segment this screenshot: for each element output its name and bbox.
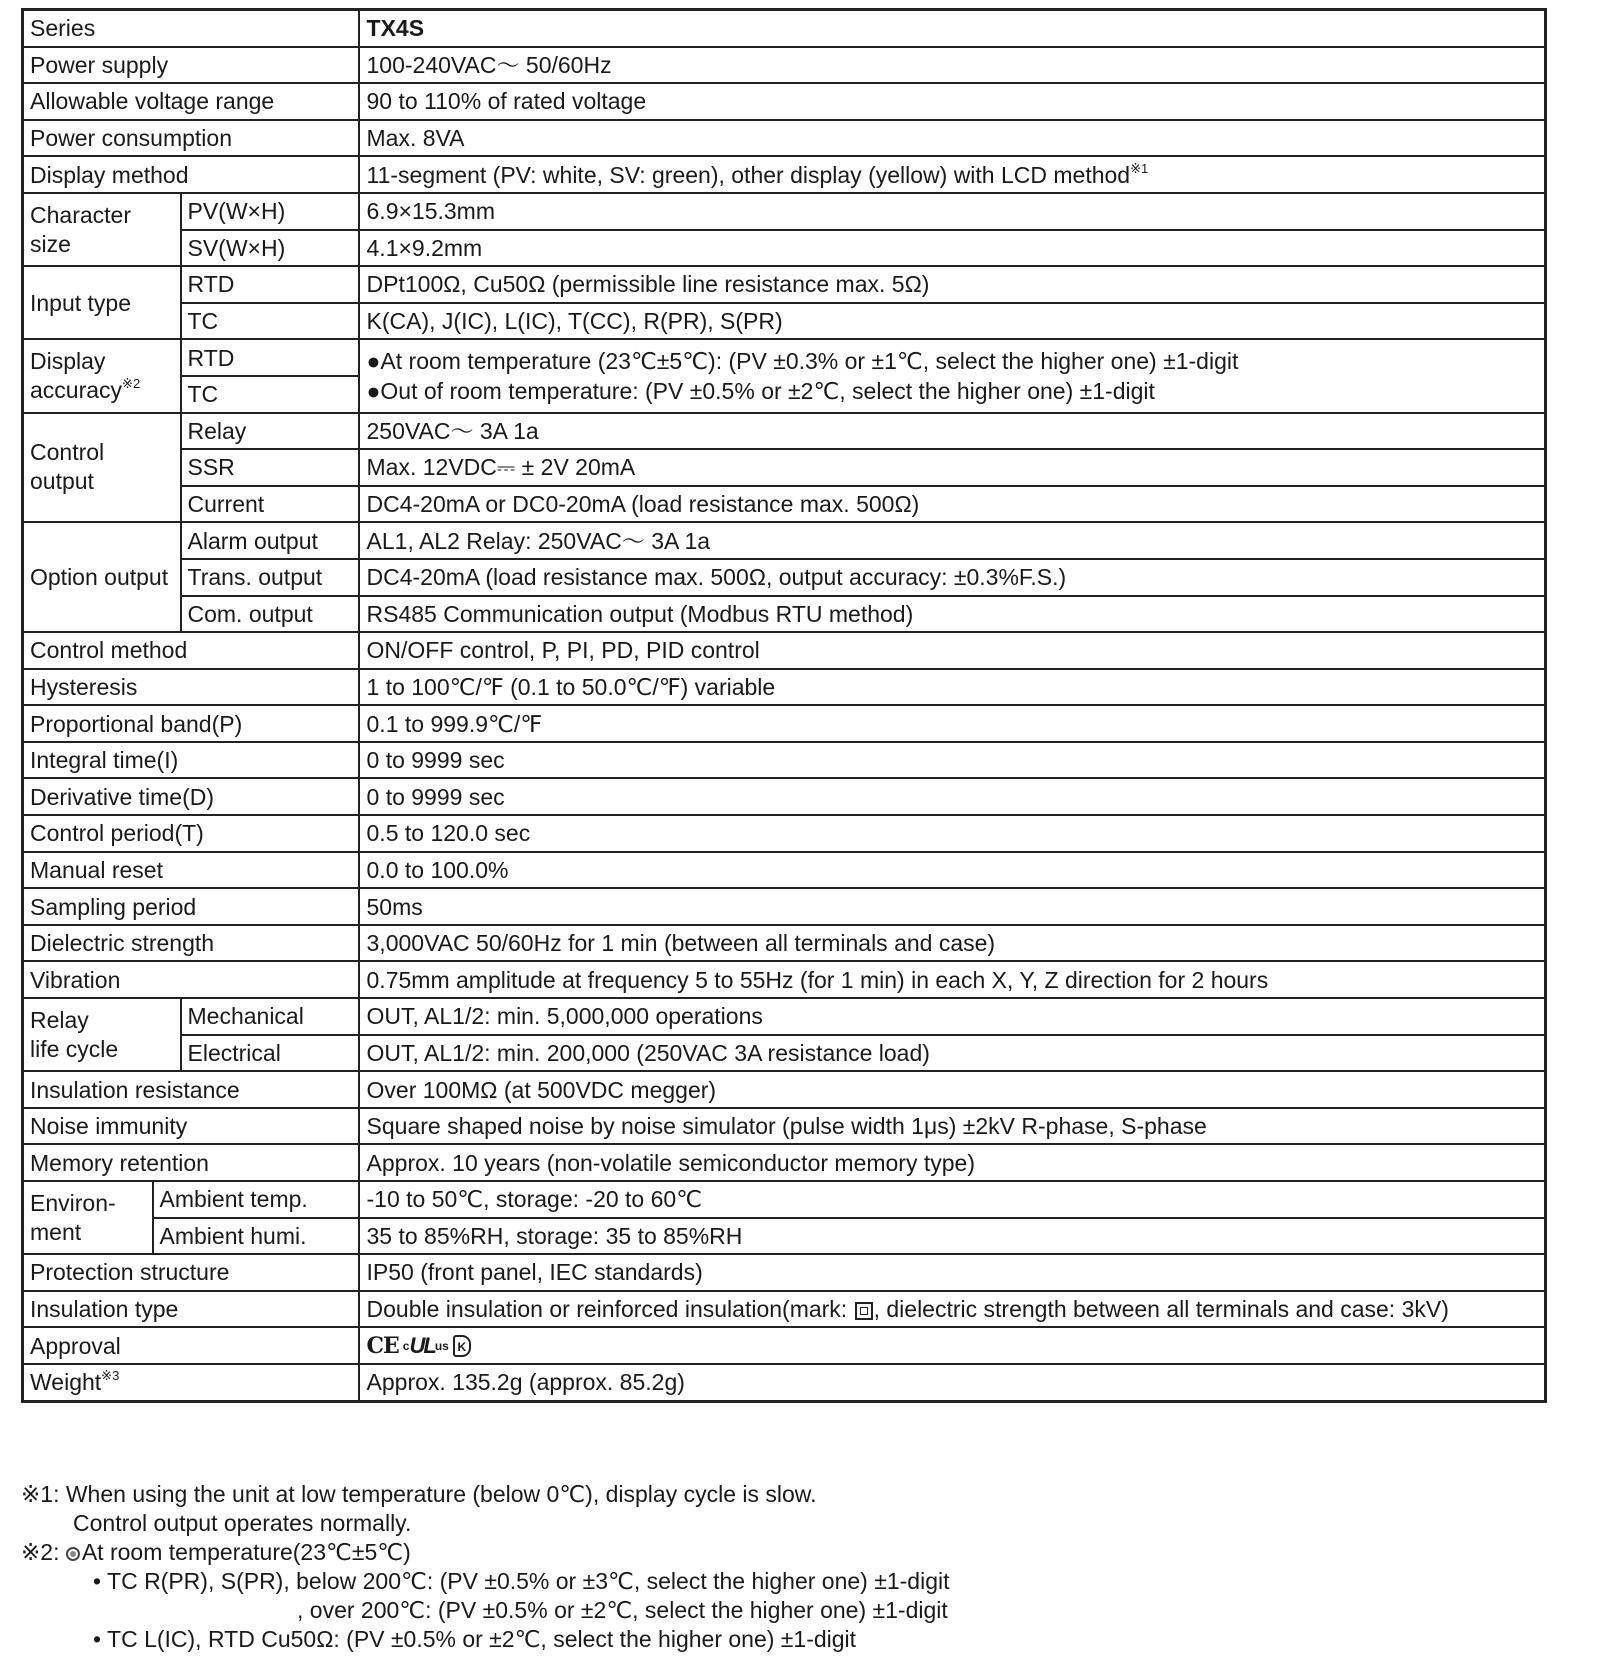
spec-table <box>21 8 1547 1403</box>
ssr-label: SSR <box>181 449 359 486</box>
display-method-value <box>359 156 1546 193</box>
control-output-label-line1: Control <box>30 439 105 466</box>
insulation-resistance-label: Insulation resistance <box>23 1071 359 1108</box>
character-size-label-line1: Character <box>30 201 131 228</box>
hysteresis-label: Hysteresis <box>23 669 359 706</box>
vibration-label: Vibration <box>23 961 359 998</box>
row-environment-humi <box>23 1218 1546 1255</box>
environment-label-line2: ment <box>30 1218 82 1245</box>
accuracy-out-of-room-temp: ●Out of room temperature: (PV ±0.5% or ±2℃, select the higher one) ±1-digit <box>366 377 1155 404</box>
pv-size-value: 6.9×15.3mm <box>359 193 1546 230</box>
footnotes <box>21 1480 1561 1654</box>
mechanical-label: Mechanical <box>181 998 359 1035</box>
accuracy-tc-label: TC <box>181 376 359 413</box>
display-method-text: 11-segment (PV: white, SV: green), other display (yellow) with LCD method <box>366 161 1131 188</box>
row-manual-reset <box>23 852 1546 889</box>
note-mark-3: ※3 <box>101 1368 120 1384</box>
row-insulation-resistance <box>23 1071 1546 1108</box>
electrical-label: Electrical <box>181 1035 359 1072</box>
input-rtd-value: DPt100Ω, Cu50Ω (permissible line resistance max. 5Ω) <box>359 266 1546 303</box>
derivative-time-label: Derivative time(D) <box>23 778 359 815</box>
note-mark-1: ※1 <box>1130 160 1149 176</box>
row-integral-time <box>23 742 1546 779</box>
control-period-label: Control period(T) <box>23 815 359 852</box>
relay-life-label <box>23 998 181 1071</box>
character-size-label-line2: size <box>30 230 71 257</box>
ul-prefix: c <box>402 1339 410 1354</box>
noise-immunity-value: Square shaped noise by noise simulator (pulse width 1μs) ±2kV R-phase, S-phase <box>359 1108 1546 1145</box>
option-output-label: Option output <box>23 522 181 632</box>
display-accuracy-label <box>23 339 181 412</box>
row-weight <box>23 1364 1546 1401</box>
sv-size-value: 4.1×9.2mm <box>359 230 1546 267</box>
alarm-output-label: Alarm output <box>181 522 359 559</box>
current-value: DC4-20mA or DC0-20mA (load resistance max. 500Ω) <box>359 486 1546 523</box>
control-output-label <box>23 413 181 523</box>
note-2-heading <box>21 1538 1561 1567</box>
row-control-period <box>23 815 1546 852</box>
display-method-label: Display method <box>23 156 359 193</box>
row-series <box>23 10 1546 47</box>
derivative-time-value: 0 to 9999 sec <box>359 778 1546 815</box>
row-character-size-pv <box>23 193 1546 230</box>
alarm-output-value: AL1, AL2 Relay: 250VAC～ 3A 1a <box>359 522 1546 559</box>
ambient-temp-value: -10 to 50℃, storage: -20 to 60℃ <box>359 1181 1546 1218</box>
double-insulation-icon <box>855 1302 873 1320</box>
input-type-label: Input type <box>23 266 181 339</box>
note-1-line-1: ※1: When using the unit at low temperature (below 0℃), display cycle is slow. <box>21 1481 817 1507</box>
relay-life-label-line2: life cycle <box>30 1035 119 1062</box>
row-approval <box>23 1327 1546 1364</box>
weight-label-text: Weight <box>30 1369 102 1396</box>
series-value: TX4S <box>359 10 1546 47</box>
dielectric-strength-value: 3,000VAC 50/60Hz for 1 min (between all terminals and case) <box>359 925 1546 962</box>
double-circle-icon <box>66 1547 80 1561</box>
sv-size-label: SV(W×H) <box>181 230 359 267</box>
ambient-humi-label: Ambient humi. <box>153 1218 359 1255</box>
power-supply-value: 100-240VAC～ 50/60Hz <box>359 47 1546 84</box>
row-derivative-time <box>23 778 1546 815</box>
row-input-rtd <box>23 266 1546 303</box>
ambient-temp-label: Ambient temp. <box>153 1181 359 1218</box>
control-method-value: ON/OFF control, P, PI, PD, PID control <box>359 632 1546 669</box>
insulation-type-text-before: Double insulation or reinforced insulation(mark: <box>366 1296 854 1323</box>
com-output-value: RS485 Communication output (Modbus RTU method) <box>359 596 1546 633</box>
ce-mark-icon: CE <box>366 1333 399 1360</box>
control-method-label: Control method <box>23 632 359 669</box>
manual-reset-label: Manual reset <box>23 852 359 889</box>
note-mark-2: ※2 <box>122 375 141 391</box>
current-label: Current <box>181 486 359 523</box>
row-noise-immunity <box>23 1108 1546 1145</box>
row-input-tc <box>23 303 1546 340</box>
weight-label <box>23 1364 359 1401</box>
control-period-value: 0.5 to 120.0 sec <box>359 815 1546 852</box>
row-option-trans <box>23 559 1546 596</box>
electrical-value: OUT, AL1/2: min. 200,000 (250VAC 3A resistance load) <box>359 1035 1546 1072</box>
hysteresis-value: 1 to 100℃/℉ (0.1 to 50.0℃/℉) variable <box>359 669 1546 706</box>
character-size-label <box>23 193 181 266</box>
row-control-output-ssr <box>23 449 1546 486</box>
insulation-resistance-value: Over 100MΩ (at 500VDC megger) <box>359 1071 1546 1108</box>
input-rtd-label: RTD <box>181 266 359 303</box>
proportional-band-label: Proportional band(P) <box>23 705 359 742</box>
proportional-band-value: 0.1 to 999.9℃/℉ <box>359 705 1546 742</box>
row-sampling-period <box>23 888 1546 925</box>
note-2-heading-text: At room temperature(23℃±5℃) <box>81 1539 411 1565</box>
approval-label: Approval <box>23 1327 359 1364</box>
row-control-method <box>23 632 1546 669</box>
accuracy-room-temp: ●At room temperature (23℃±5℃): (PV ±0.3% or ±1℃, select the higher one) ±1-digit <box>366 347 1239 374</box>
note-2-prefix: ※2: <box>21 1539 60 1565</box>
weight-value: Approx. 135.2g (approx. 85.2g) <box>359 1364 1546 1401</box>
accuracy-rtd-label: RTD <box>181 339 359 376</box>
row-control-output-relay <box>23 413 1546 450</box>
display-accuracy-label-line2: accuracy <box>30 376 123 403</box>
kc-mark-icon: K <box>453 1335 471 1357</box>
approval-marks <box>367 1332 471 1360</box>
insulation-type-text-after: , dielectric strength between all terminals and case: 3kV) <box>873 1296 1449 1323</box>
mechanical-value: OUT, AL1/2: min. 5,000,000 operations <box>359 998 1546 1035</box>
trans-output-label: Trans. output <box>181 559 359 596</box>
input-tc-value: K(CA), J(IC), L(IC), T(CC), R(PR), S(PR) <box>359 303 1546 340</box>
row-hysteresis <box>23 669 1546 706</box>
allowable-voltage-label: Allowable voltage range <box>23 83 359 120</box>
ssr-value: Max. 12VDC⎓ ± 2V 20mA <box>359 449 1546 486</box>
series-label: Series <box>23 10 359 47</box>
memory-retention-value: Approx. 10 years (non-volatile semiconductor memory type) <box>359 1144 1546 1181</box>
com-output-label: Com. output <box>181 596 359 633</box>
row-power-consumption <box>23 120 1546 157</box>
approval-value <box>359 1327 1546 1364</box>
row-display-method <box>23 156 1546 193</box>
row-power-supply <box>23 47 1546 84</box>
insulation-type-value <box>359 1291 1546 1328</box>
pv-size-label: PV(W×H) <box>181 193 359 230</box>
environment-label-line1: Environ- <box>30 1189 116 1216</box>
power-supply-label: Power supply <box>23 47 359 84</box>
ambient-humi-value: 35 to 85%RH, storage: 35 to 85%RH <box>359 1218 1546 1255</box>
display-accuracy-value <box>359 339 1546 412</box>
trans-output-value: DC4-20mA (load resistance max. 500Ω, output accuracy: ±0.3%F.S.) <box>359 559 1546 596</box>
display-accuracy-label-line1: Display <box>30 347 106 374</box>
power-consumption-label: Power consumption <box>23 120 359 157</box>
row-insulation-type <box>23 1291 1546 1328</box>
relay-label: Relay <box>181 413 359 450</box>
allowable-voltage-value: 90 to 110% of rated voltage <box>359 83 1546 120</box>
dielectric-strength-label: Dielectric strength <box>23 925 359 962</box>
row-vibration <box>23 961 1546 998</box>
row-character-size-sv <box>23 230 1546 267</box>
memory-retention-label: Memory retention <box>23 1144 359 1181</box>
row-option-com <box>23 596 1546 633</box>
ul-suffix: us <box>434 1339 449 1354</box>
note-2-bullet-1: • TC R(PR), S(PR), below 200℃: (PV ±0.5% or ±3℃, select the higher one) ±1-digit <box>93 1568 950 1594</box>
integral-time-value: 0 to 9999 sec <box>359 742 1546 779</box>
note-2-bullet-1-continued: , over 200℃: (PV ±0.5% or ±2℃, select the higher one) ±1-digit <box>297 1597 948 1623</box>
vibration-value: 0.75mm amplitude at frequency 5 to 55Hz (for 1 min) in each X, Y, Z direction for 2 hours <box>359 961 1546 998</box>
ul-letters: UL <box>409 1333 435 1359</box>
environment-label <box>23 1181 153 1254</box>
note-1-line-2: Control output operates normally. <box>73 1510 412 1536</box>
input-tc-label: TC <box>181 303 359 340</box>
protection-label: Protection structure <box>23 1254 359 1291</box>
sampling-period-label: Sampling period <box>23 888 359 925</box>
row-display-accuracy-rtd <box>23 339 1546 376</box>
integral-time-label: Integral time(I) <box>23 742 359 779</box>
row-environment-temp <box>23 1181 1546 1218</box>
row-protection <box>23 1254 1546 1291</box>
row-control-output-current <box>23 486 1546 523</box>
control-output-label-line2: output <box>30 468 94 495</box>
row-proportional-band <box>23 705 1546 742</box>
protection-value: IP50 (front panel, IEC standards) <box>359 1254 1546 1291</box>
manual-reset-value: 0.0 to 100.0% <box>359 852 1546 889</box>
note-2-bullet-2: • TC L(IC), RTD Cu50Ω: (PV ±0.5% or ±2℃, select the higher one) ±1-digit <box>93 1626 857 1652</box>
c-ul-us-mark-icon <box>403 1332 449 1360</box>
row-dielectric-strength <box>23 925 1546 962</box>
sampling-period-value: 50ms <box>359 888 1546 925</box>
row-allowable-voltage <box>23 83 1546 120</box>
relay-value: 250VAC～ 3A 1a <box>359 413 1546 450</box>
relay-life-label-line1: Relay <box>30 1006 89 1033</box>
row-relay-life-electrical <box>23 1035 1546 1072</box>
row-relay-life-mechanical <box>23 998 1546 1035</box>
row-option-alarm <box>23 522 1546 559</box>
row-memory-retention <box>23 1144 1546 1181</box>
power-consumption-value: Max. 8VA <box>359 120 1546 157</box>
insulation-type-label: Insulation type <box>23 1291 359 1328</box>
noise-immunity-label: Noise immunity <box>23 1108 359 1145</box>
